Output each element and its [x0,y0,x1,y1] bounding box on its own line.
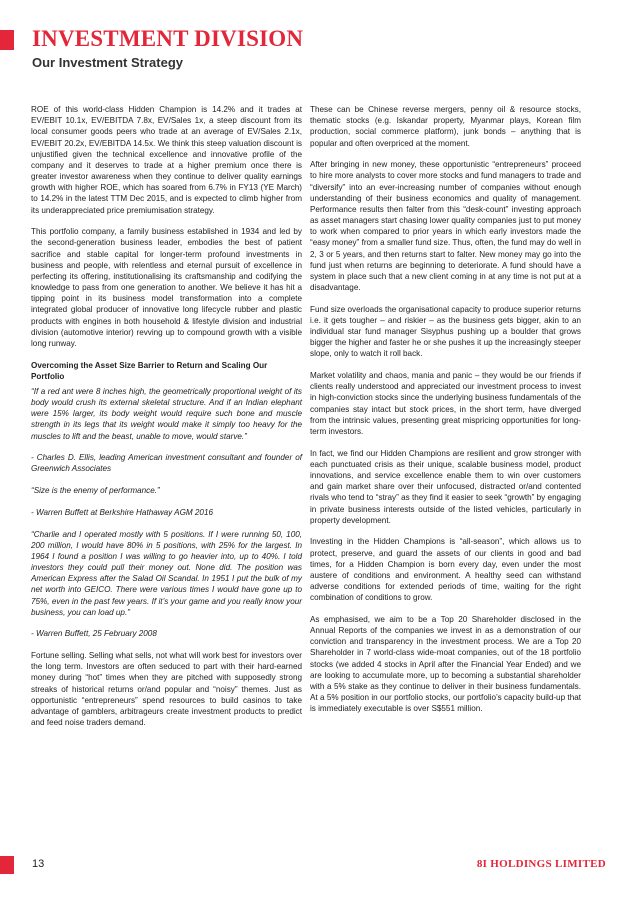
page-number: 13 [32,858,45,870]
right-column [310,104,581,725]
header-accent-bar [0,30,14,50]
paragraph: Market volatility and chaos, mania and panic – they would be our friends if clients really understood and appreciated our investment process to invest in high-conviction stocks since the underlying business fundamentals of the companies stay intact but stock prices, in the short term, have diverged from the intrinsic values, presenting great mispricing opportunities for long-term investors. [310,371,581,436]
quote-attribution: - Warren Buffett at Berkshire Hathaway AGM 2016 [31,507,213,517]
quote-attribution: - Charles D. Ellis, leading American investment consultant and founder of Greenwich Associates [31,453,302,474]
division-title: INVESTMENT DIVISION [32,26,304,51]
section-subtitle: Our Investment Strategy [32,55,183,70]
paragraph: Investing in the Hidden Champions is “all-season”, which allows us to protect, preserve, and guard the assets of our clients in good and bad times, for a Hidden Champion is born every day, even under the most austere of conditions and environment. A healthy seed can withstand adverse conditions for extended periods of time, waiting for the right combination of conditions to grow. [310,537,581,603]
paragraph: After bringing in new money, these opportunistic “entrepreneurs” proceed to hire more analysts to cover more stocks and fund managers to trade and “diversify” into an ever-increasing number of companies without enough understanding of their business economics and quality of management. Performance results then falter from this “desk-count” investing approach as asset managers start chasing lower quality companies just to put money to work when compared to prior years in which early investors made the “easy money” from a smaller fund size. Thus, often, the fund may do well in 2, 3 or 5 years, and then returns start to falter. New money may go into the fund just when returns are beginning to deteriorate. A fund should have a system in place such that a new client coming in at any time is not put at a disadvantage. [310,160,581,293]
paragraph: This portfolio company, a family business established in 1934 and led by the second-generation business leader, embodies the best of patient sacrifice and stable capital for longer-term profound investments in business and people, with relentless and eternal pursuit of excellence in perfecting its offering, institutionalising its craftsmanship and codifying the knowledge to pass from one generation to another. We believe it has hit a tipping point in its business model transformation into a complete integrated global producer of innovative long lifecycle rubber and plastic products with engines in both household & lifestyle division and industrial division (automotive interior) revving up to compound growth with a visible long runway. [31,227,302,348]
quote-attribution: - Warren Buffett, 25 February 2008 [31,629,157,639]
paragraph: In fact, we find our Hidden Champions are resilient and grow stronger with each punctuated crisis as their unique, scalable business model, product innovations, and service excellence enable them to win over customers and gain market share over their unfocused, distracted or/and contented rivals who tend to “stray” as they find it easier to seek “growth” by engaging in private business interests outside of the listed vehicles, particularly in property development. [310,448,581,525]
paragraph: ROE of this world-class Hidden Champion is 14.2% and it trades at EV/EBIT 10.1x, EV/EBITDA 7.8x, EV/Sales 1x, a steep discount from its local consumer goods peers who trade at an average of EV/Sales 2.1x, EV/EBIT 20.2x, EV/EBITDA 14.5x. We think this steep valuation discount is unjustified given the technical excellence and innovative profile of the company and it deserves to trade at a higher premium once there is greater investor awareness when they continue to deliver quality earnings growth with higher ROE, which has soared from 6.7% in FY13 (YE March) to 14.2% in the latest TTM Dec 2015, and is expected to climb higher from its underappreciated price premiumisation strategy. [31,105,302,215]
quote: “Size is the enemy of performance.” [31,486,160,496]
paragraph: Fortune selling. Selling what sells, not what will work best for investors over the long term. Investors are often seduced to part with their hard-earned money during “hot” times when they are pitched with supposedly strong streaks of historical returns or/and popular and “noisy” themes. Just as opportunistic “entrepreneurs” spend resources to build casinos to take advantage of gamblers, arbitrageurs create investment products to predict and feed noise traders demand. [31,651,302,728]
paragraph: These can be Chinese reverse mergers, penny oil & resource stocks, thematic stocks (e.g. Iskandar property, Myanmar plays, Korean film production, social commerce platform), junk bonds – anything that is popular and often overpriced at the moment. [310,105,581,148]
paragraph: Fund size overloads the organisational capacity to produce superior returns i.e. it gets tougher – and riskier – as the business gets bigger, akin to an individual star fund manager Sisyphus pushing up a boulder that grows bigger the higher and faster he or she pushes it up the increasingly steeper slope, only to watch it roll back. [310,304,581,359]
footer-accent-bar [0,856,14,874]
section-heading: Overcoming the Asset Size Barrier to Return and Scaling Our Portfolio [31,360,268,381]
quote: “Charlie and I operated mostly with 5 positions. If I were running 50, 100, 200 million, I would have 80% in 5 positions, with 25% for the largest. In 1964 I found a position I was willing to go heavier into, up to 40%. I told investors they could pull their money out. None did. The position was American Express after the Salad Oil Scandal. In 1951 I put the bulk of my net worth into GEICO. There were various times I would have gone up to 75%, even in the past few years. If it’s your game and you really know your business, you can load up.” [31,529,302,617]
company-name: 8I HOLDINGS LIMITED [476,858,606,870]
left-column [31,104,302,739]
paragraph: As emphasised, we aim to be a Top 20 Shareholder disclosed in the Annual Reports of the companies we invest in as a demonstration of our conviction and transparency in the investment process. We are a Top 20 Shareholder in 7 world-class wide-moat companies, out of the 18 portfolio stocks (we added 4 stocks in April after the Financial Year Ended) and we are looking to accumulate more, up to becoming a substantial shareholder with a 5% stake as they continue to deliver in their business fundamentals. At a 5% position in our portfolio stocks, our portfolio’s capacity build-up that is immediately executable is over S$551 million. [310,614,581,714]
quote: “If a red ant were 8 inches high, the geometrically proportional weight of its body would crush its external skeletal structure. And if an Indian elephant were 15% larger, its body weight would require such bone and muscle strength in its legs that its weight would make it simply too heavy for the muscles to lift and the beast, unable to move, would starve.” [31,386,302,441]
